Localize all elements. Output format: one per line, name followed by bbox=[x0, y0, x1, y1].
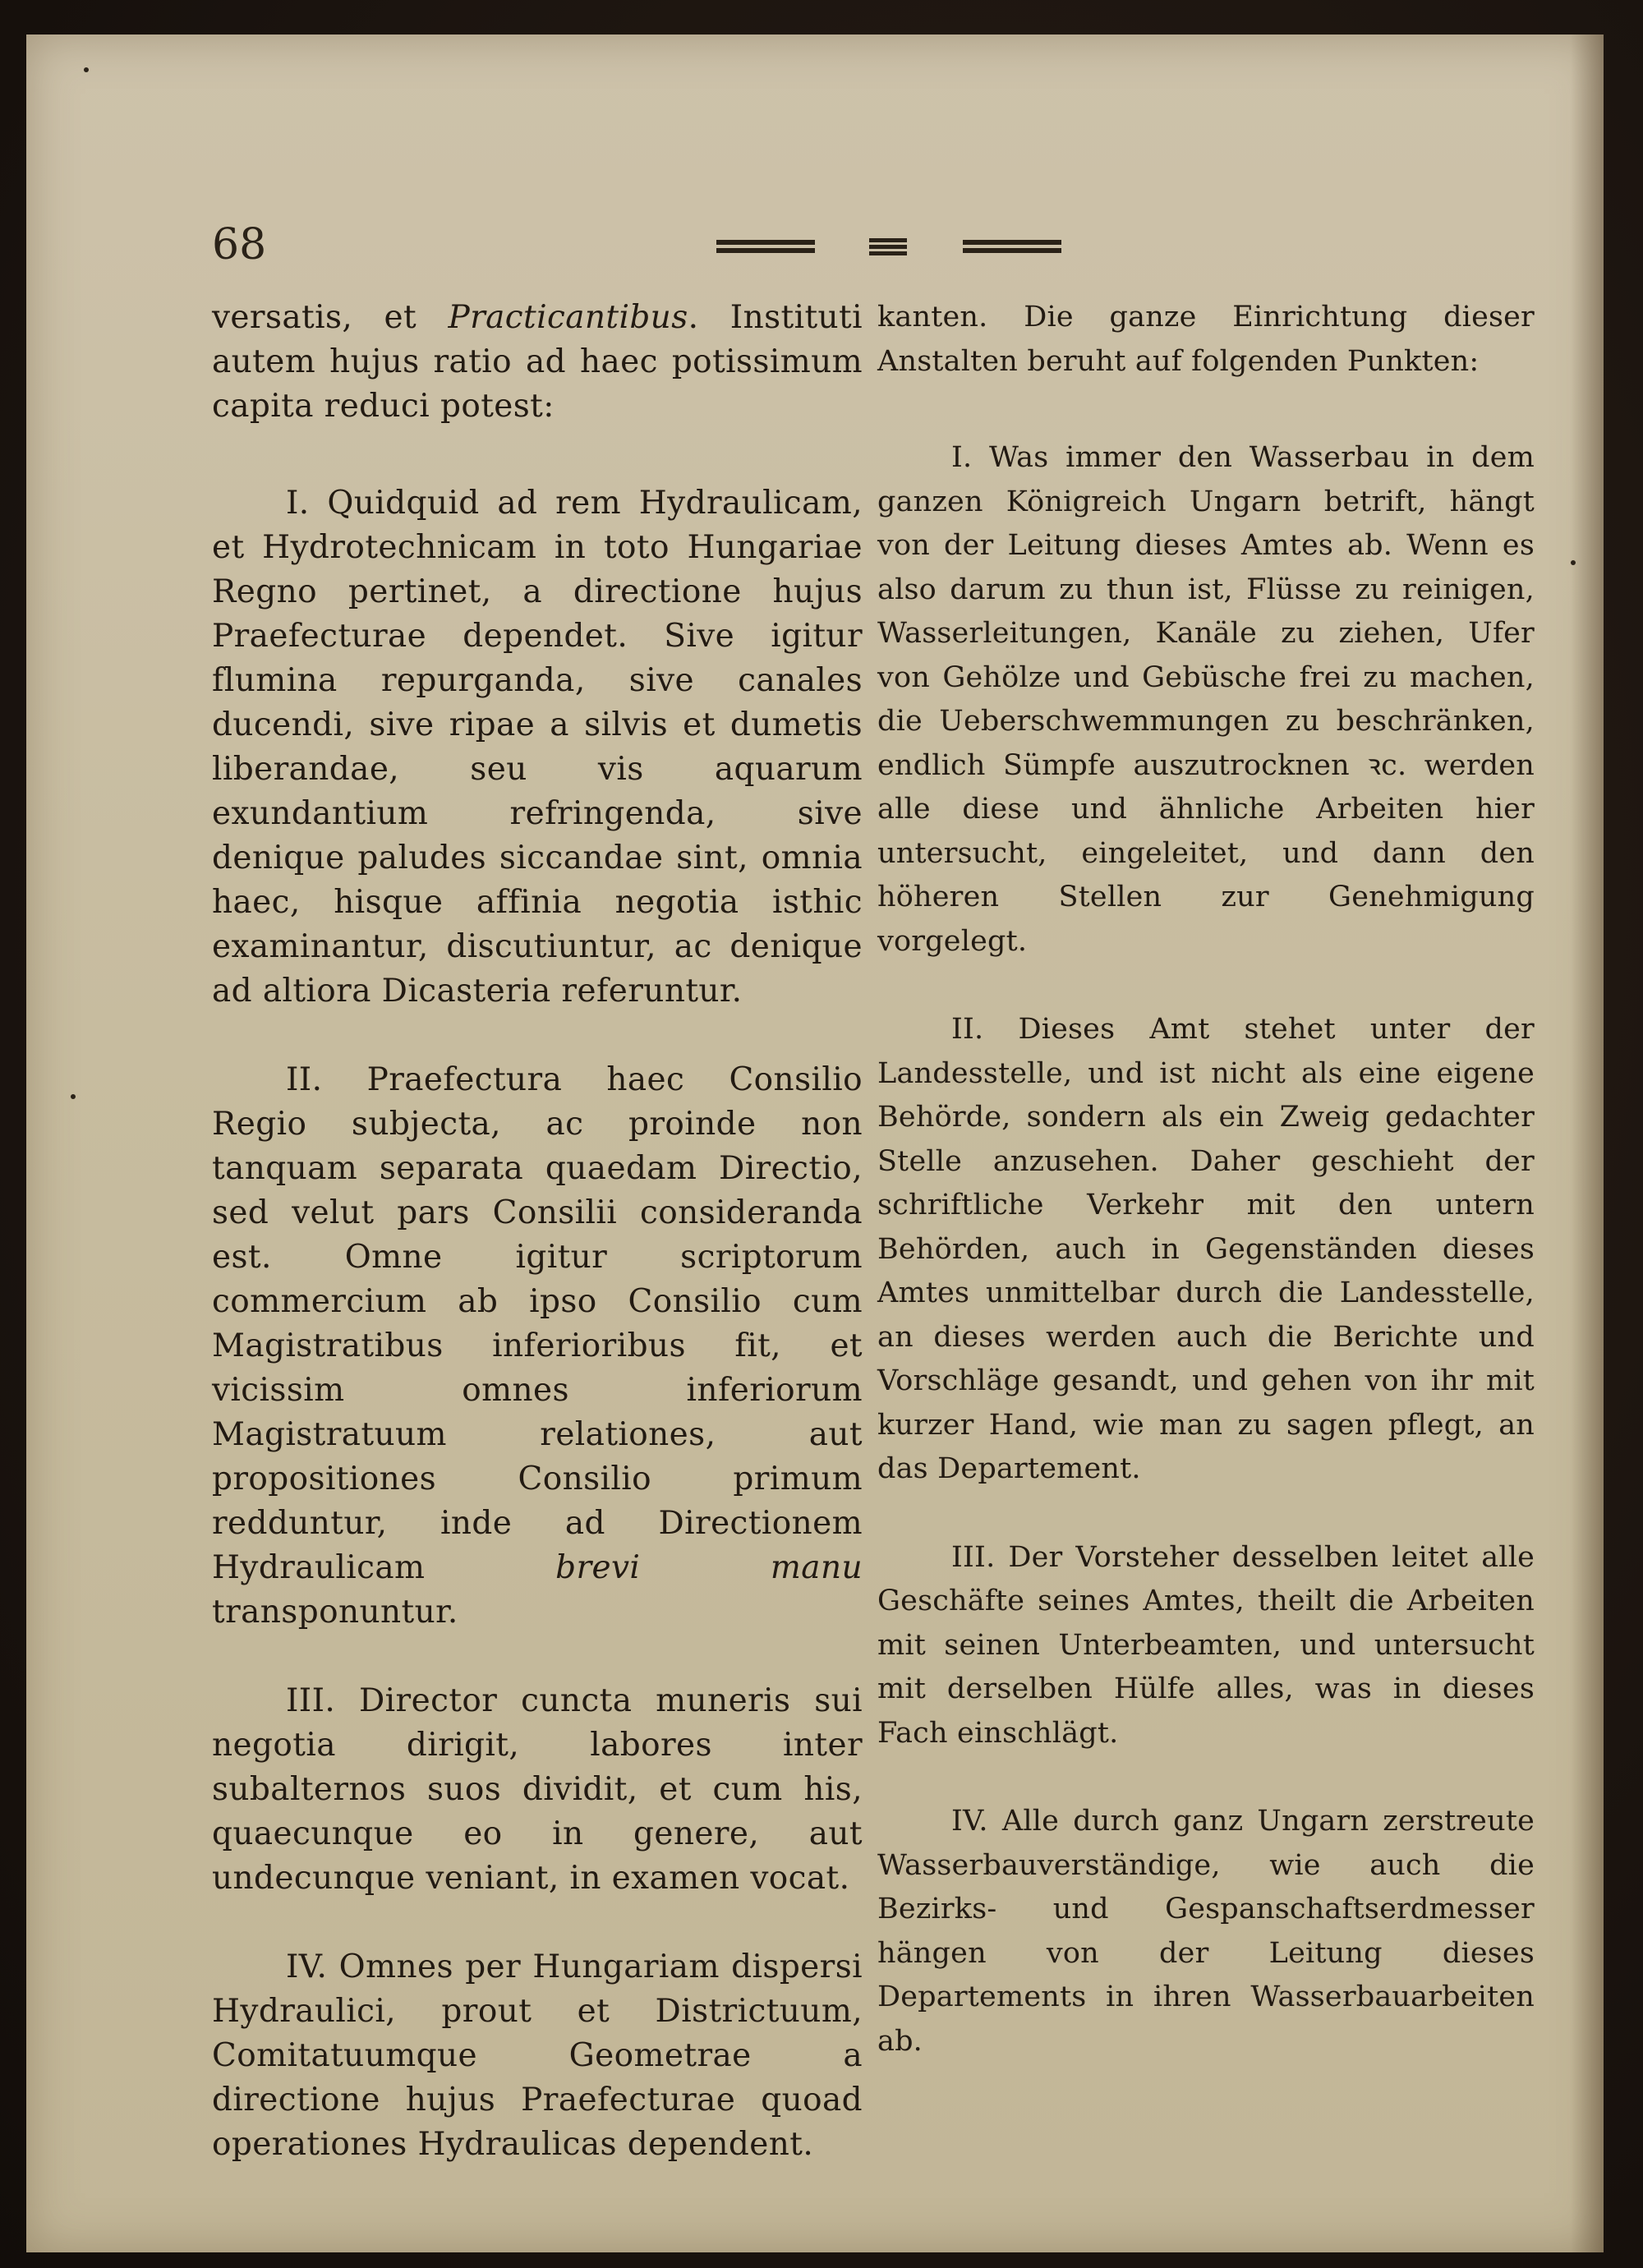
book-page bbox=[26, 35, 1604, 2252]
latin-paragraph-2-text: II. Praefectura haec Consilio Regio subjecta, ac proinde non tanquam separata quaedam Directio, sed velut pars Consilii consideranda est. Omne igitur scriptorum commercium ab ipso Consilio cum Magistratibus inferioribus fit, et vicissim omnes inferiorum Magistratuum relationes, aut propositiones Consilio primum redduntur, inde ad Directionem Hydraulicam bbox=[212, 1061, 863, 1586]
latin-paragraph-4: IV. Omnes per Hungariam dispersi Hydraulici, prout et Districtuum, Comitatuumque Geometrae a directione hujus Praefecturae quoad operationes Hydraulicas dependent. bbox=[212, 1948, 863, 2163]
latin-intro bbox=[212, 296, 863, 429]
latin-intro-italic: Practicantibus bbox=[448, 299, 688, 336]
latin-paragraph-2-end: transponuntur. bbox=[212, 1594, 458, 1631]
latin-intro-start: versatis, et bbox=[212, 299, 449, 336]
german-paragraph-4: IV. Alle durch ganz Ungarn zerstreute Wasserbauverständige, wie auch die Bezirks- und Gespanschaftserdmesser hängen von der Leitung dieses Departements in ihren Wasserbauarbeiten ab. bbox=[877, 1805, 1535, 2058]
page-speck bbox=[84, 67, 89, 72]
header-ornament-icon bbox=[716, 230, 1061, 263]
page-speck bbox=[71, 1094, 76, 1099]
latin-intro-end: . Instituti autem hujus ratio ad haec potissimum capita reduci potest: bbox=[212, 299, 863, 425]
page-speck bbox=[1571, 560, 1576, 565]
german-paragraph-2: II. Dieses Amt stehet unter der Landesstelle, und ist nicht als eine eigene Behörde, sondern als ein Zweig gedachter Stelle anzusehen. Daher geschieht der schriftliche Verkehr mit den untern Behörden, auch in Gegenständen dieses Amtes unmittelbar durch die Landesstelle, an dieses werden auch die Berichte und Vorschläge gesandt, und gehen von ihr mit kurzer Hand, wie man zu sagen pflegt, an das Departement. bbox=[877, 1013, 1535, 1485]
german-paragraph-1: I. Was immer den Wasserbau in dem ganzen Königreich Ungarn betrift, hängt von der Leitung dieses Amtes ab. Wenn es also darum zu thun ist, Flüsse zu reinigen, Wasserleitungen, Kanäle zu ziehen, Ufer von Gehölze und Gebüsche frei zu machen, die Ueberschwemmungen zu beschränken, endlich Sümpfe auszutrocknen ꝛc. werden alle diese und ähnliche Arbeiten hier untersucht, eingeleitet, und dann den höheren Stellen zur Genehmigung vorgelegt. bbox=[877, 441, 1535, 958]
latin-paragraph-2 bbox=[212, 1058, 863, 1635]
latin-column bbox=[212, 296, 863, 2167]
page-number: 68 bbox=[212, 220, 267, 269]
latin-paragraph-2-italic: brevi manu bbox=[555, 1549, 863, 1586]
latin-paragraph-3: III. Director cuncta muneris sui negotia dirigit, labores inter subalternos suos dividit, et cum his, quaecunque eo in genere, aut undecunque veniant, in examen vocat. bbox=[212, 1682, 863, 1897]
german-paragraph-3: III. Der Vorsteher desselben leitet alle Geschäfte seines Amtes, theilt die Arbeiten mit seinen Unterbeamten, und untersucht mit derselben Hülfe alles, was in dieses Fach einschlägt. bbox=[877, 1540, 1535, 1750]
german-column bbox=[877, 296, 1535, 2063]
latin-paragraph-1: I. Quidquid ad rem Hydraulicam, et Hydrotechnicam in toto Hungariae Regno pertinet, a directione hujus Praefecturae dependet. Sive igitur flumina repurganda, sive canales ducendi, sive ripae a silvis et dumetis liberandae, seu vis aquarum exundantium refringenda, sive denique paludes siccandae sint, omnia haec, hisque affinia negotia isthic examinantur, discutiuntur, ac denique ad altiora Dicasteria referuntur. bbox=[212, 485, 863, 1010]
german-intro: kanten. Die ganze Einrichtung dieser Anstalten beruht auf folgenden Punkten: bbox=[877, 301, 1535, 378]
